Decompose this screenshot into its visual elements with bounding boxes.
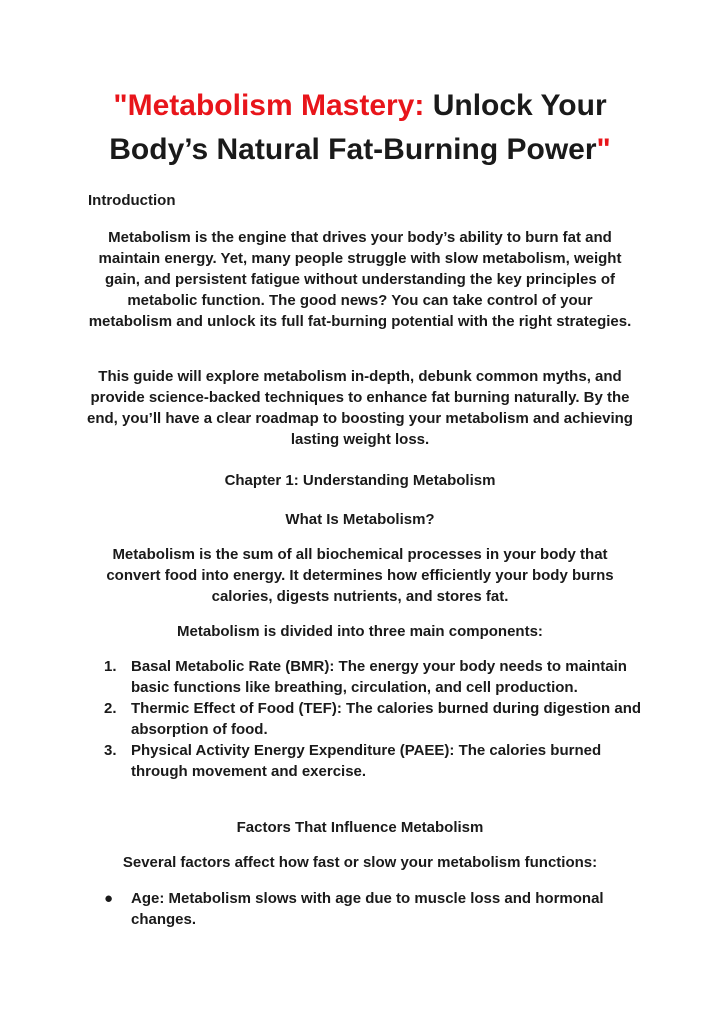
introduction-label: Introduction xyxy=(88,192,176,209)
list-marker: 2. xyxy=(104,700,117,717)
list-item-text: Thermic Effect of Food (TEF): The calories burned during digestion and absorption of food. xyxy=(131,700,642,738)
list-marker: 1. xyxy=(104,658,117,675)
page-title xyxy=(60,84,660,172)
section-title-factors: Factors That Influence Metabolism xyxy=(236,819,484,836)
list-item-text: Basal Metabolic Rate (BMR): The energy your body needs to maintain basic functions like breathing, circulation, and cell production. xyxy=(131,658,627,696)
factors-intro: Several factors affect how fast or slow your metabolism functions: xyxy=(122,854,598,871)
title-quote-close: " xyxy=(596,133,611,166)
list-item xyxy=(104,656,644,698)
list-item xyxy=(104,740,644,782)
title-red-part: Metabolism Mastery: xyxy=(127,89,425,122)
bullet-icon: ● xyxy=(104,890,114,907)
title-quote-open: " xyxy=(113,89,128,122)
list-item xyxy=(104,698,644,740)
title-black-part: Unlock Your Body’s Natural Fat-Burning Power xyxy=(109,89,607,166)
section-1-paragraph: Metabolism is the sum of all biochemical processes in your body that convert food into energy. It determines how efficiently your body burns calories, digests nutrients, and stores fat. xyxy=(106,546,614,605)
list-item-text: Age: Metabolism slows with age due to muscle loss and hormonal changes. xyxy=(131,890,604,928)
list-marker: 3. xyxy=(104,742,117,759)
components-list xyxy=(104,656,644,782)
intro-paragraph-1: Metabolism is the engine that drives your body’s ability to burn fat and maintain energy. Yet, many people struggle with slow metabolism, weight gain, and persistent fatigue without understanding the key principles of metabolic function. The good news? You can take control of your metabolism and unlock its full fat-burning potential with the right strategies. xyxy=(88,229,632,330)
section-title-what-is-metabolism: What Is Metabolism? xyxy=(285,511,435,528)
list-item xyxy=(104,888,644,930)
intro-paragraph-2: This guide will explore metabolism in-depth, debunk common myths, and provide science-backed techniques to enhance fat burning naturally. By the end, you’ll have a clear roadmap to boosting your metabolism and achieving lasting weight loss. xyxy=(87,368,633,448)
chapter-title: Chapter 1: Understanding Metabolism xyxy=(224,472,496,489)
factors-list xyxy=(104,888,644,930)
components-intro: Metabolism is divided into three main components: xyxy=(177,623,543,640)
list-item-text: Physical Activity Energy Expenditure (PAEE): The calories burned through movement and exercise. xyxy=(131,742,602,780)
